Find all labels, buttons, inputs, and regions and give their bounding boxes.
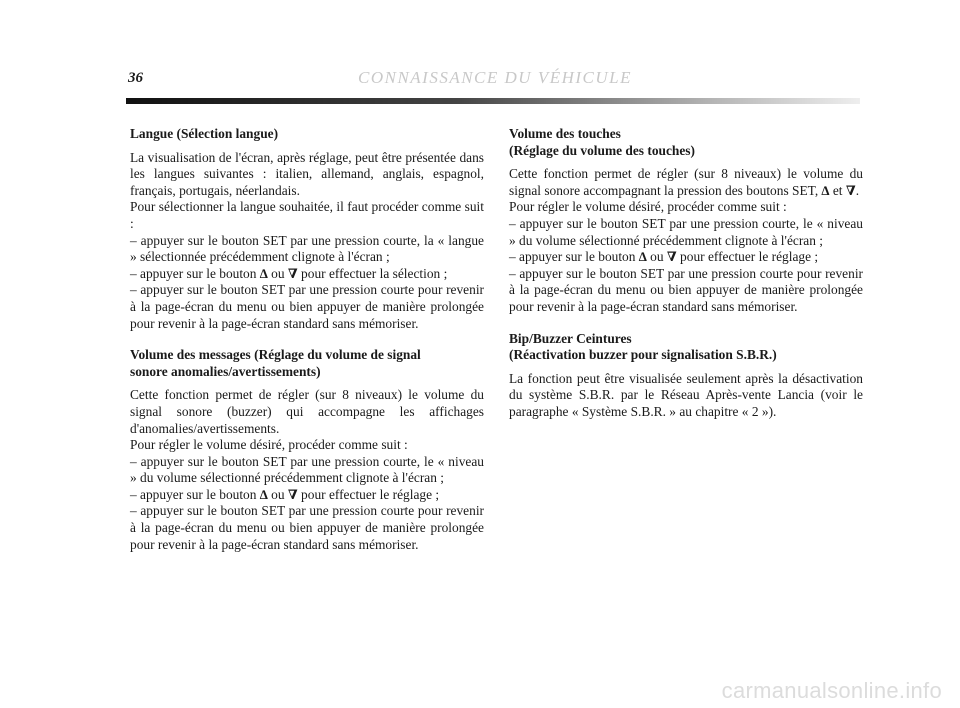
up-arrow-icon: ∆ <box>821 182 830 198</box>
up-arrow-icon: ∆ <box>259 265 268 281</box>
step-text: pour effectuer le réglage ; <box>680 249 819 265</box>
paragraph: La visualisation de l'écran, après réglage, peut être présentée dans les langues suivantes : italien, allemand, anglais, espagnol, français, portugais, néerlandais. <box>130 149 484 198</box>
heading-langue: Langue (Sélection langue) <box>130 126 279 141</box>
step-text: pour effectuer la sélection ; <box>301 265 448 281</box>
watermark: carmanualsonline.info <box>721 678 942 703</box>
down-arrow-icon: ∇ <box>666 249 677 265</box>
paragraph: Cette fonction permet de régler (sur 8 niveaux) le volume du signal sonore accompagnant la pression des boutons SET, ∆ et ∇. <box>509 166 863 198</box>
paragraph: Pour régler le volume désiré, procéder comme suit : <box>509 199 787 215</box>
paragraph: Pour sélectionner la langue souhaitée, il faut procéder comme suit : <box>130 199 484 231</box>
down-arrow-icon: ∇ <box>845 182 856 198</box>
heading-volume-touches: Volume des touches (Réglage du volume des touches) <box>509 126 695 158</box>
down-arrow-icon: ∇ <box>287 265 298 281</box>
right-column <box>509 126 863 421</box>
section-langue <box>130 126 484 332</box>
heading-bip-buzzer: Bip/Buzzer Ceintures (Réactivation buzzer pour signalisation S.B.R.) <box>509 330 777 363</box>
step-text: – appuyer sur le bouton <box>509 249 636 265</box>
paragraph: La fonction peut être visualisée seulement après la désactivation du système S.B.R. par le Réseau Après-vente Lancia (voir le paragraphe « Système S.B.R. » au chapitre « 2 »). <box>509 370 863 419</box>
step-text: pour effectuer le réglage ; <box>301 486 440 502</box>
section-bip-buzzer <box>509 331 863 421</box>
heading-volume-messages: Volume des messages (Réglage du volume de signal sonore anomalies/avertissements) <box>130 347 421 379</box>
section-volume-touches <box>509 126 863 316</box>
step-text: ou <box>271 486 285 502</box>
step-item <box>130 487 484 504</box>
step-text: – appuyer sur le bouton <box>130 265 257 281</box>
step-item: – appuyer sur le bouton SET par une pression courte, le « niveau » du volume sélectionné précédemment clignote à l'écran ; <box>130 453 484 486</box>
step-text: – appuyer sur le bouton <box>130 486 257 502</box>
page-number: 36 <box>128 70 143 86</box>
left-column <box>130 126 484 553</box>
up-arrow-icon: ∆ <box>638 249 647 265</box>
paragraph: Pour régler le volume désiré, procéder comme suit : <box>130 437 408 453</box>
step-item: – appuyer sur le bouton SET par une pression courte pour revenir à la page-écran du menu ou bien appuyer de manière prolongée pour revenir à la page-écran standard sans mémoriser. <box>130 282 484 331</box>
down-arrow-icon: ∇ <box>287 486 298 502</box>
step-item: – appuyer sur le bouton SET par une pression courte, le « niveau » du volume sélectionné précédemment clignote à l'écran ; <box>509 215 863 248</box>
step-text: ou <box>271 265 285 281</box>
up-arrow-icon: ∆ <box>259 486 268 502</box>
section-volume-messages <box>130 347 484 553</box>
step-item: – appuyer sur le bouton SET par une pression courte, la « langue » sélectionnée précédemment clignote à l'écran ; <box>130 232 484 265</box>
section-title: CONNAISSANCE DU VÉHICULE <box>358 68 632 87</box>
step-item <box>130 266 484 283</box>
step-item: – appuyer sur le bouton SET par une pression courte pour revenir à la page-écran du menu ou bien appuyer de manière prolongée pour revenir à la page-écran standard sans mémoriser. <box>130 503 484 552</box>
step-item <box>509 249 863 266</box>
header-rule <box>126 98 860 104</box>
step-item: – appuyer sur le bouton SET par une pression courte pour revenir à la page-écran du menu ou bien appuyer de manière prolongée pour revenir à la page-écran standard sans mémoriser. <box>509 265 863 314</box>
paragraph: Cette fonction permet de régler (sur 8 niveaux) le volume du signal sonore (buzzer) qui accompagne les affichages d'anomalies/avertissements. <box>130 387 484 436</box>
step-text: ou <box>650 249 664 265</box>
